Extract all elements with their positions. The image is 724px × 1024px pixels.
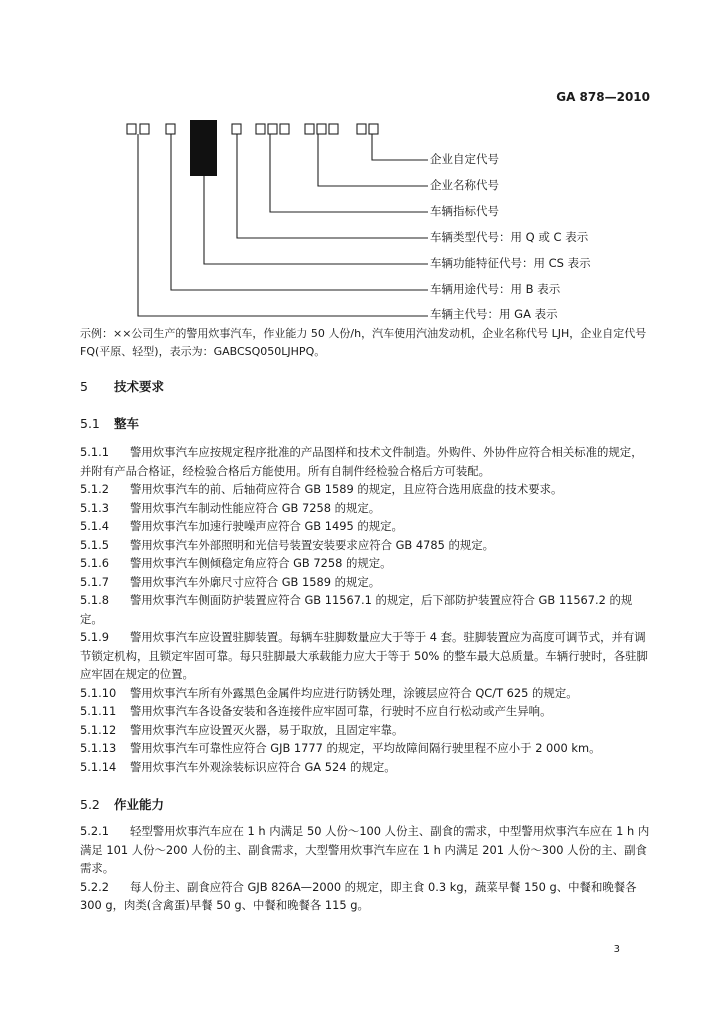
diagram-label: 企业自定代号 [430,152,499,166]
clause-text: 警用炊事汽车外廓尺寸应符合 GB 1589 的规定。 [130,574,381,589]
clause-text: 警用炊事汽车的前、后轴荷应符合 GB 1589 的规定，且应符合选用底盘的技术要求。 [130,482,563,496]
clause-number: 5.1.7 [80,574,109,589]
clause-number: 5.1.3 [80,500,109,515]
clause-text: 警用炊事汽车制动性能应符合 GB 7258 的规定。 [130,500,381,515]
code-box [305,124,314,134]
clause-text: 警用炊事汽车应设置灭火器，易于取放，且固定牢靠。 [130,722,404,737]
code-box [317,124,326,134]
section-5-1-body [80,443,652,776]
clause-paragraph [80,573,652,592]
diagram-label: 车辆用途代号：用 B 表示 [430,282,561,296]
clause-number: 5.1.8 [80,593,109,607]
clause-number: 5.1.12 [80,722,117,737]
section-number: 5.2 [80,797,100,812]
clause-text: 轻型警用炊事汽车应在 1 h 内满足 50 人份～100 人份主、副食的需求，中型警用炊事汽车应在 1 h 内满足 101 人份～200 人份的主、副食需求，大型警用炊事汽车应在 1 h 内满足 201 人份～300 人份的主、副食需求。 [80,824,650,875]
section-5-1-heading [80,414,139,432]
code-box [280,124,289,134]
code-box [357,124,366,134]
clause-text: 警用炊事汽车应按规定程序批准的产品图样和技术文件制造。外购件、外协件应符合相关标准的规定，并附有产品合格证，经检验合格后方能使用。所有自制件经检验合格后方可装配。 [80,445,643,478]
page-number: 3 [613,944,620,955]
clause-paragraph [80,739,652,758]
clause-paragraph [80,684,652,703]
clause-text: 每人份主、副食应符合 GJB 826A—2000 的规定，即主食 0.3 kg，蔬菜早餐 150 g、中餐和晚餐各 300 g，肉类(含禽蛋)早餐 50 g、中餐和晚餐各 115 g。 [80,879,637,912]
clause-number: 5.1.6 [80,556,109,570]
standard-code: GA 878—2010 [556,90,650,104]
clause-paragraph [80,536,652,555]
clause-number: 5.1.13 [80,741,117,755]
clause-paragraph [80,499,652,518]
clause-text: 警用炊事汽车侧倾稳定角应符合 GB 7258 的规定。 [130,556,392,570]
section-number: 5.1 [80,416,100,431]
clause-text: 警用炊事汽车可靠性应符合 GJB 1777 的规定，平均故障间隔行驶里程不应小于 2 000 km。 [130,741,601,755]
clause-number: 5.2.2 [80,879,109,894]
code-box [268,124,277,134]
clause-paragraph [80,721,652,740]
clause-text: 警用炊事汽车应设置驻脚装置。每辆车驻脚数量应大于等于 4 套。驻脚装置应为高度可调节式，并有调节锁定机构，且锁定牢固可靠。每只驻脚最大承载能力应大于等于 50% 的整车最大总质量。车辆行驶时，各驻脚应牢固在规定的位置。 [80,630,648,681]
clause-number: 5.1.14 [80,759,117,774]
clause-text: 警用炊事汽车各设备安装和各连接件应牢固可靠，行驶时不应自行松动或产生异响。 [130,704,552,718]
clause-number: 5.1.1 [80,445,109,459]
clause-number: 5.1.5 [80,537,109,552]
clause-number: 5.1.11 [80,704,117,718]
clause-text: 警用炊事汽车外观涂装标识应符合 GA 524 的规定。 [130,759,396,774]
clause-paragraph [80,822,652,878]
clause-number: 5.2.1 [80,824,109,838]
clause-number: 5.1.10 [80,685,117,700]
code-box [140,124,149,134]
diagram-label: 车辆主代号：用 GA 表示 [430,307,558,321]
clause-number: 5.1.9 [80,630,109,644]
code-box [166,124,175,134]
section-5-2-body [80,822,652,915]
clause-number: 5.1.2 [80,482,109,496]
clause-text: 警用炊事汽车所有外露黑色金属件均应进行防锈处理，涂镀层应符合 QC/T 625 的规定。 [130,685,578,700]
example-note: 示例：××公司生产的警用炊事汽车，作业能力 50 人份/h，汽车使用汽油发动机，企业名称代号 LJH，企业自定代号 FQ(平原、轻型)，表示为：GABCSQ050LJHPQ。 [80,327,647,358]
code-box [256,124,265,134]
section-5-2-heading [80,795,164,813]
code-box [232,124,241,134]
clause-text: 警用炊事汽车侧面防护装置应符合 GB 11567.1 的规定，后下部防护装置应符合 GB 11567.2 的规定。 [80,593,633,626]
diagram-label: 车辆指标代号 [430,204,499,218]
section-title: 整车 [114,416,140,431]
clause-text: 警用炊事汽车外部照明和光信号装置安装要求应符合 GB 4785 的规定。 [130,537,495,552]
clause-paragraph [80,628,652,684]
clause-paragraph [80,443,652,480]
code-box [369,124,378,134]
section-title: 作业能力 [114,797,165,812]
section-5-heading [80,377,164,395]
clause-paragraph [80,702,652,721]
diagram-label: 车辆类型代号：用 Q 或 C 表示 [430,230,589,244]
code-box [329,124,338,134]
clause-paragraph [80,480,652,499]
clause-paragraph [80,554,652,573]
clause-paragraph [80,517,652,536]
section-number: 5 [80,379,88,394]
clause-paragraph [80,591,652,628]
clause-number: 5.1.4 [80,519,109,533]
clause-paragraph [80,758,652,777]
code-structure-diagram [0,0,724,320]
section-title: 技术要求 [114,379,165,394]
clause-text: 警用炊事汽车加速行驶噪声应符合 GB 1495 的规定。 [130,519,403,533]
diagram-label: 车辆功能特征代号：用 CS 表示 [430,256,591,270]
diagram-label: 企业名称代号 [430,178,499,192]
clause-paragraph [80,878,652,915]
code-diagram-svg [0,0,724,320]
code-block-filled [190,120,217,176]
code-box [127,124,136,134]
